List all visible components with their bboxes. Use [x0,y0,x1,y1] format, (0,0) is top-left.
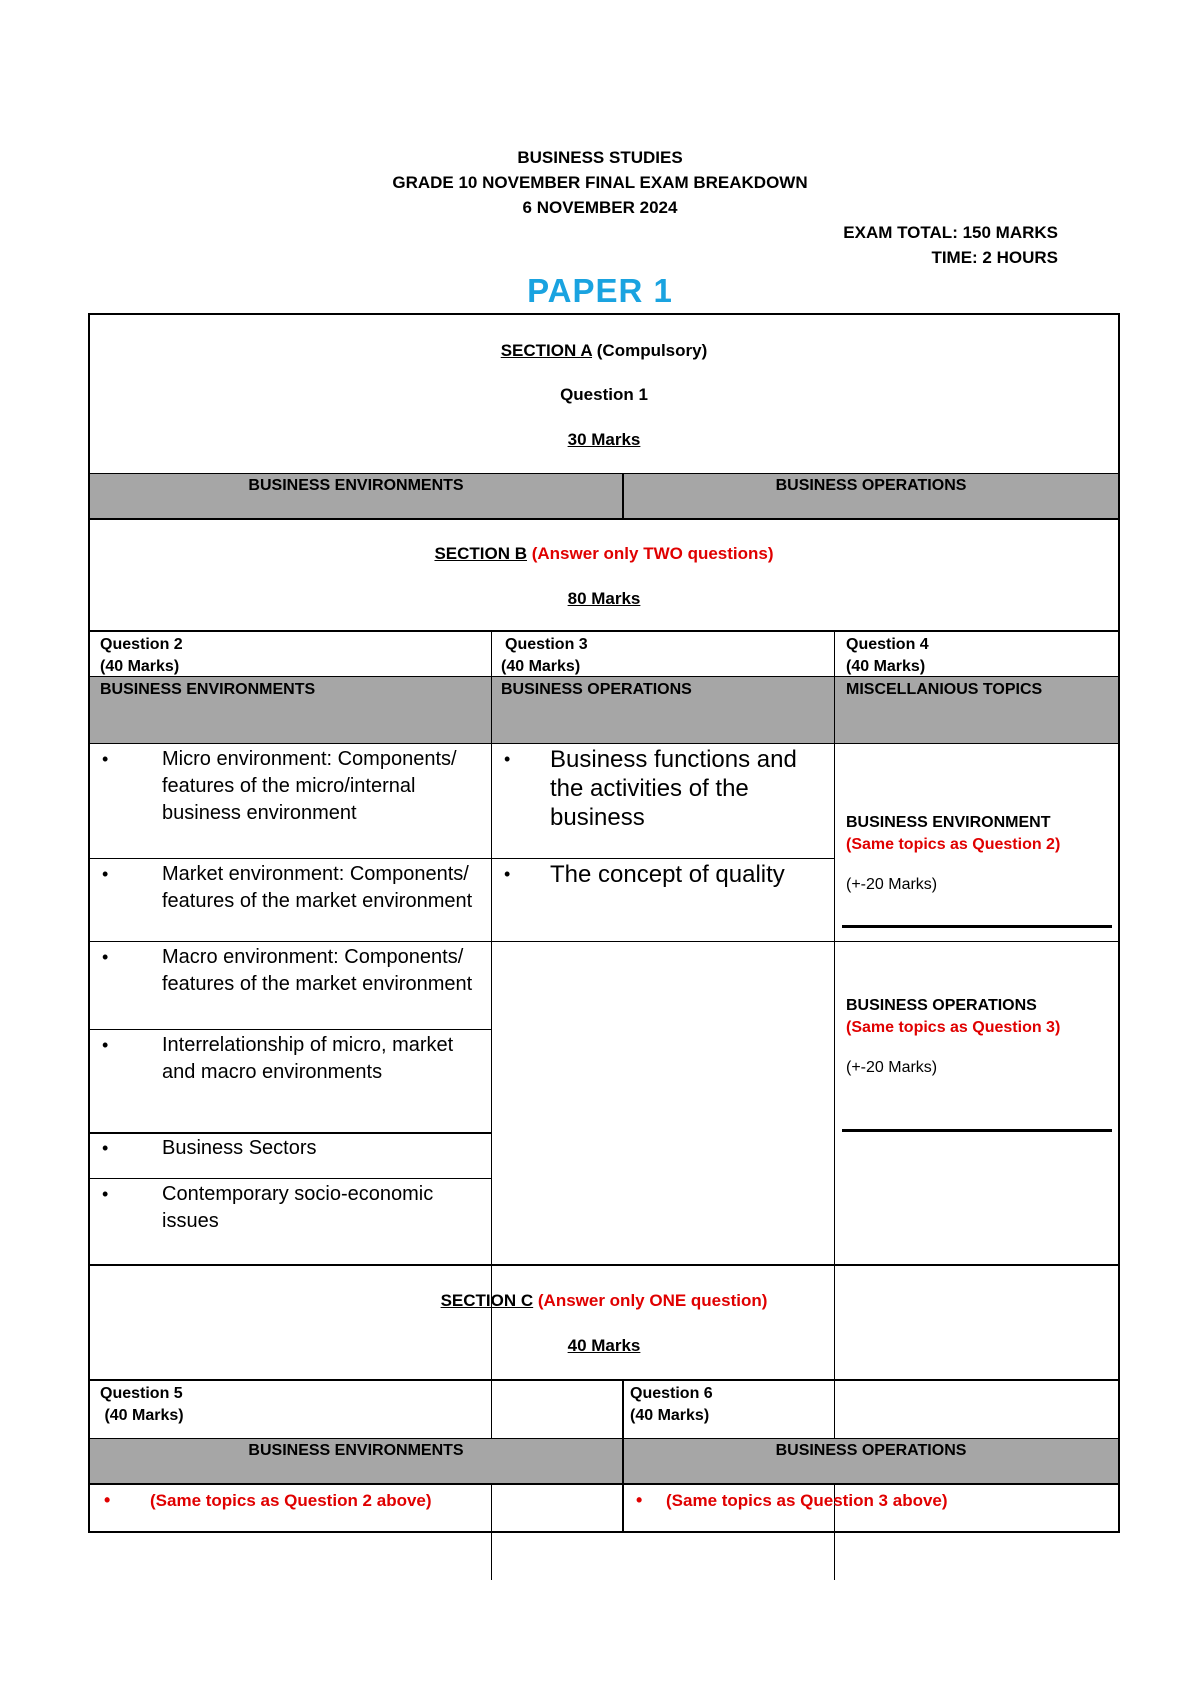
section-a-question: Question 1 [560,385,648,404]
q2-item-text: Market environment: Components/ features of the market environment [162,863,473,912]
section-a-col-operations: BUSINESS OPERATIONS [775,477,967,494]
doc-subject: BUSINESS STUDIES [517,148,683,167]
q5-header: BUSINESS ENVIRONMENTS [248,1442,464,1459]
section-b-note: (Answer only TWO questions) [527,544,774,563]
divider [90,1379,1118,1381]
divider [90,1483,1118,1485]
q4-block-title: BUSINESS OPERATIONS [846,997,1037,1014]
divider [90,941,1118,942]
divider [842,1129,1112,1132]
q5-title: Question 5 [100,1385,183,1402]
divider [90,858,491,859]
exam-breakdown-table: SECTION A (Compulsory) Question 1 30 Marks BUSINESS ENVIRONMENTS BUSINESS OPERATIONS SECTION B (Answer only TWO questions) 80 Marks Question 2 (40 Marks) Question 3 (40 Marks) Question 4 (40 Marks) BUSINESS ENVIRONMENTS BUSINESS OPERATIONS MISCELLANIOUS TOPICS • Micro environment: Components/ features of the micro/internal business environment • Market environment: Components/ features of the market environment • Macro environment: Components/ features of the market environment • Interrelationship of micro, market and macro environments • Business Sectors • Contemporary socio-economic issues • Business functions and the activities of the business • The concept of quality BUSINESS ENVIRONMENT (Same topics as Question 2) (+-20 Marks) BUSINESS OPERATIONS (Same topics as Question 3) (+-20 Marks) SECTION C (Answer only ONE question) 40 Marks Question 5 (40 Marks) Question 6 (40 Marks) BUSINESS ENVIRONMENTS BUSINESS OPERATIONS • (Same topics as Question 2 above) • (Same topics as Question 3 above) [88,313,1120,1533]
q4-block-title: BUSINESS ENVIRONMENT [846,814,1051,831]
divider [90,1178,491,1179]
divider [90,1132,491,1134]
section-c-note: (Answer only ONE question) [533,1291,768,1310]
q6-title: Question 6 [630,1385,713,1402]
q2-title: Question 2 [100,636,183,653]
q5-item-text: (Same topics as Question 2 above) [150,1491,432,1510]
q2-item-text: Business Sectors [162,1137,317,1159]
q3-marks: (40 Marks) [501,658,581,675]
divider [90,743,1118,744]
q4-header: MISCELLANIOUS TOPICS [846,681,1043,698]
section-a-heading [90,341,1118,361]
q3-item-text: Business functions and the activities of the business [550,746,797,831]
paper-title: PAPER 1 [527,272,673,309]
section-c-heading [90,1291,1118,1311]
doc-date: 6 NOVEMBER 2024 [522,198,678,217]
section-b-marks: 80 Marks [567,589,641,608]
q2-item-text: Interrelationship of micro, market and macro environments [162,1034,454,1083]
exam-time: TIME: 2 HOURS [931,248,1058,267]
section-b-title: SECTION B [434,544,528,563]
exam-total: EXAM TOTAL: 150 MARKS [843,223,1058,242]
q4-block-marks: (+-20 Marks) [846,1059,938,1076]
q2-item-text: Macro environment: Components/ features of the market environment [162,946,473,995]
q6-header: BUSINESS OPERATIONS [775,1442,967,1459]
section-a-note: (Compulsory) [592,341,708,360]
q4-block-marks: (+-20 Marks) [846,876,938,893]
q2-item-text: Micro environment: Components/ features of the micro/internal business environment [162,748,457,824]
q6-marks: (40 Marks) [630,1407,710,1424]
section-a-title: SECTION A [500,341,593,360]
q3-title: Question 3 [505,636,588,653]
divider [90,1264,1118,1266]
q3-header: BUSINESS OPERATIONS [501,681,692,698]
q6-item-text: (Same topics as Question 3 above) [666,1491,948,1510]
divider [90,630,1118,632]
divider [90,1438,1118,1439]
q4-block-sub: (Same topics as Question 2) [846,836,1061,853]
section-a-col-environments: BUSINESS ENVIRONMENTS [248,477,464,494]
divider [90,518,1118,520]
divider [491,858,834,859]
q3-item-text: The concept of quality [550,861,785,888]
q4-title: Question 4 [846,636,929,653]
section-c-marks: 40 Marks [567,1336,641,1355]
q4-block-environment [846,812,1111,894]
section-c-title: SECTION C [440,1291,534,1310]
doc-title: GRADE 10 NOVEMBER FINAL EXAM BREAKDOWN [392,173,808,192]
q5-marks: (40 Marks) [100,1407,184,1424]
q4-block-sub: (Same topics as Question 3) [846,1019,1061,1036]
section-b-heading [90,544,1118,564]
section-a-marks: 30 Marks [567,430,641,449]
q2-header: BUSINESS ENVIRONMENTS [100,681,316,698]
q2-marks: (40 Marks) [100,658,180,675]
divider [842,925,1112,928]
q4-block-operations [846,995,1111,1077]
q4-marks: (40 Marks) [846,658,926,675]
divider [90,676,1118,677]
divider [90,1029,491,1030]
q2-item-text: Contemporary socio-economic issues [162,1183,434,1232]
